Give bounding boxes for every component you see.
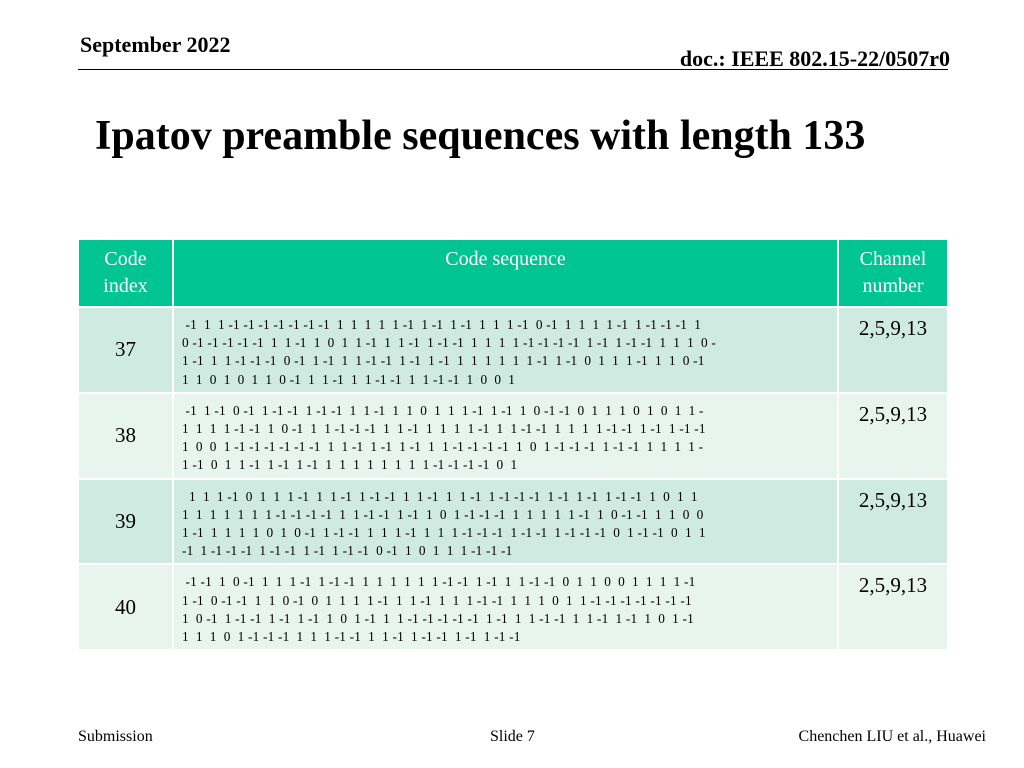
table-row: [78, 393, 948, 479]
code-sequence-line: -1 1 1 -1 -1 -1 -1 -1 -1 -1 1 1 1 1 1 -1 1 -1 1 -1 1 1 1 -1 0 -1 1 1 1 1 -1 1 -1 -1 -1 1: [182, 317, 702, 332]
code-sequence-line: 1 -1 1 1 -1 -1 -1 0 -1 1 -1 1 1 -1 -1 1 -1 1 -1 1 1 1 1 1 1 -1 1 -1 0 1 1 1 -1 1 1 0 -1: [182, 353, 705, 369]
table-row: [78, 564, 948, 650]
code-sequence-line: 1 -1 1 1 1 1 0 1 0 -1 1 -1 -1 1 1 1 -1 1 1 1 -1 -1 -1 1 -1 -1 1 -1 -1 -1 0 1 -1 -1 0 1 1: [182, 525, 706, 541]
footer-authors: Chenchen LIU et al., Huawei: [798, 728, 986, 745]
table-row: [78, 307, 948, 393]
footer-slide-number: Slide 7: [490, 728, 535, 745]
code-sequence-line: 1 0 -1 1 -1 -1 1 -1 1 -1 1 0 1 -1 1 1 -1 -1 -1 -1 -1 1 -1 1 1 -1 -1 1 1 -1 1 -1 1 0 1 -1: [182, 610, 695, 626]
code-sequence-table: [77, 238, 949, 651]
footer-submission: Submission: [78, 728, 153, 745]
code-sequence-line: 1 1 1 -1 0 1 1 1 -1 1 1 -1 1 -1 -1 1 1 -1 1 1 -1 1 -1 -1 -1 1 -1 1 -1 1 -1 -1 1 0 1 1: [182, 488, 698, 504]
header-code-index-line2: index: [103, 275, 148, 297]
code-sequence-cell: [173, 479, 838, 565]
code-sequence-line: -1 -1 1 0 -1 1 1 1 -1 1 -1 -1 1 1 1 1 1 1 -1 -1 1 -1 1 1 -1 -1 0 1 1 0 0 1 1 1 1 -1: [182, 574, 696, 590]
header-channel-number: [838, 239, 948, 307]
code-sequence-line: -1 1 -1 -1 -1 1 -1 -1 1 -1 1 -1 -1 0 -1 1 0 1 1 1 -1 -1 -1: [182, 543, 513, 559]
code-index-cell: 40: [78, 564, 173, 650]
code-sequence-line: 0 -1 -1 -1 -1 -1 1 1 -1 1 0 1 1 -1 1 1 -1 1 -1 -1 1 1 1 1 -1 -1 -1 -1 1 -1 1 -1 -1 1 1 1 0 -: [182, 335, 717, 351]
code-sequence-line: 1 -1 0 1 1 -1 1 -1 1 -1 1 1 1 1 1 1 1 1 -1 -1 -1 -1 0 1: [182, 457, 518, 473]
header-code-index-line1: Code: [104, 248, 147, 270]
channel-number-cell: 2,5,9,13: [838, 564, 948, 650]
code-index-cell: 39: [78, 479, 173, 565]
code-sequence-cell: [173, 307, 838, 393]
channel-number-cell: 2,5,9,13: [838, 307, 948, 393]
code-sequence-cell: [173, 393, 838, 479]
code-sequence-cell: [173, 564, 838, 650]
code-sequence-line: 1 1 1 1 -1 -1 1 0 -1 1 1 -1 -1 -1 1 1 -1 1 1 1 1 -1 1 1 -1 -1 1 1 1 1 -1 -1 1 -1 1 -1 -1: [182, 421, 706, 437]
header-channel-line1: Channel: [859, 248, 927, 270]
header-date: September 2022: [80, 32, 231, 57]
code-index-cell: 38: [78, 393, 173, 479]
code-sequence-line: 1 1 1 0 1 -1 -1 -1 1 1 1 -1 -1 1 1 -1 1 -1 -1 1 -1 1 -1 -1: [182, 629, 521, 645]
table-row: [78, 479, 948, 565]
header-channel-line2: number: [862, 275, 924, 297]
slide-title: Ipatov preamble sequences with length 133: [95, 113, 866, 159]
header-doc-id: doc.: IEEE 802.15-22/0507r0: [679, 46, 950, 71]
header-divider: [78, 69, 948, 70]
code-sequence-line: 1 -1 0 -1 -1 1 1 0 -1 0 1 1 1 1 -1 1 1 -1 1 1 1 -1 -1 1 1 1 0 1 1 -1 -1 -1 -1 -1 -1 -1: [182, 592, 692, 608]
code-sequence-line: -1 1 -1 0 -1 1 -1 -1 1 -1 -1 1 1 -1 1 1 0 1 1 1 -1 1 -1 1 0 -1 -1 0 1 1 1 0 1 0 1 1 -: [182, 402, 704, 418]
channel-number-cell: 2,5,9,13: [838, 479, 948, 565]
code-sequence-line: 1 1 0 1 0 1 1 0 -1 1 1 -1 1 1 -1 -1 1 1 -1 -1 1 0 0 1: [182, 371, 516, 387]
channel-number-cell: 2,5,9,13: [838, 393, 948, 479]
header-code-sequence: Code sequence: [173, 239, 838, 307]
code-index-cell: 37: [78, 307, 173, 393]
table-header-row: [78, 239, 948, 307]
code-sequence-line: 1 0 0 1 -1 -1 -1 -1 -1 -1 1 1 -1 1 -1 1 -1 1 1 -1 -1 -1 -1 1 0 1 -1 -1 -1 1 -1 -1 1 1 1 1 -: [182, 439, 704, 455]
header-code-index: [78, 239, 173, 307]
code-sequence-line: 1 1 1 1 1 1 1 -1 -1 -1 -1 1 1 -1 -1 1 -1 1 0 1 -1 -1 -1 1 1 1 1 1 -1 1 0 -1 -1 1 1 0 0: [182, 506, 704, 522]
